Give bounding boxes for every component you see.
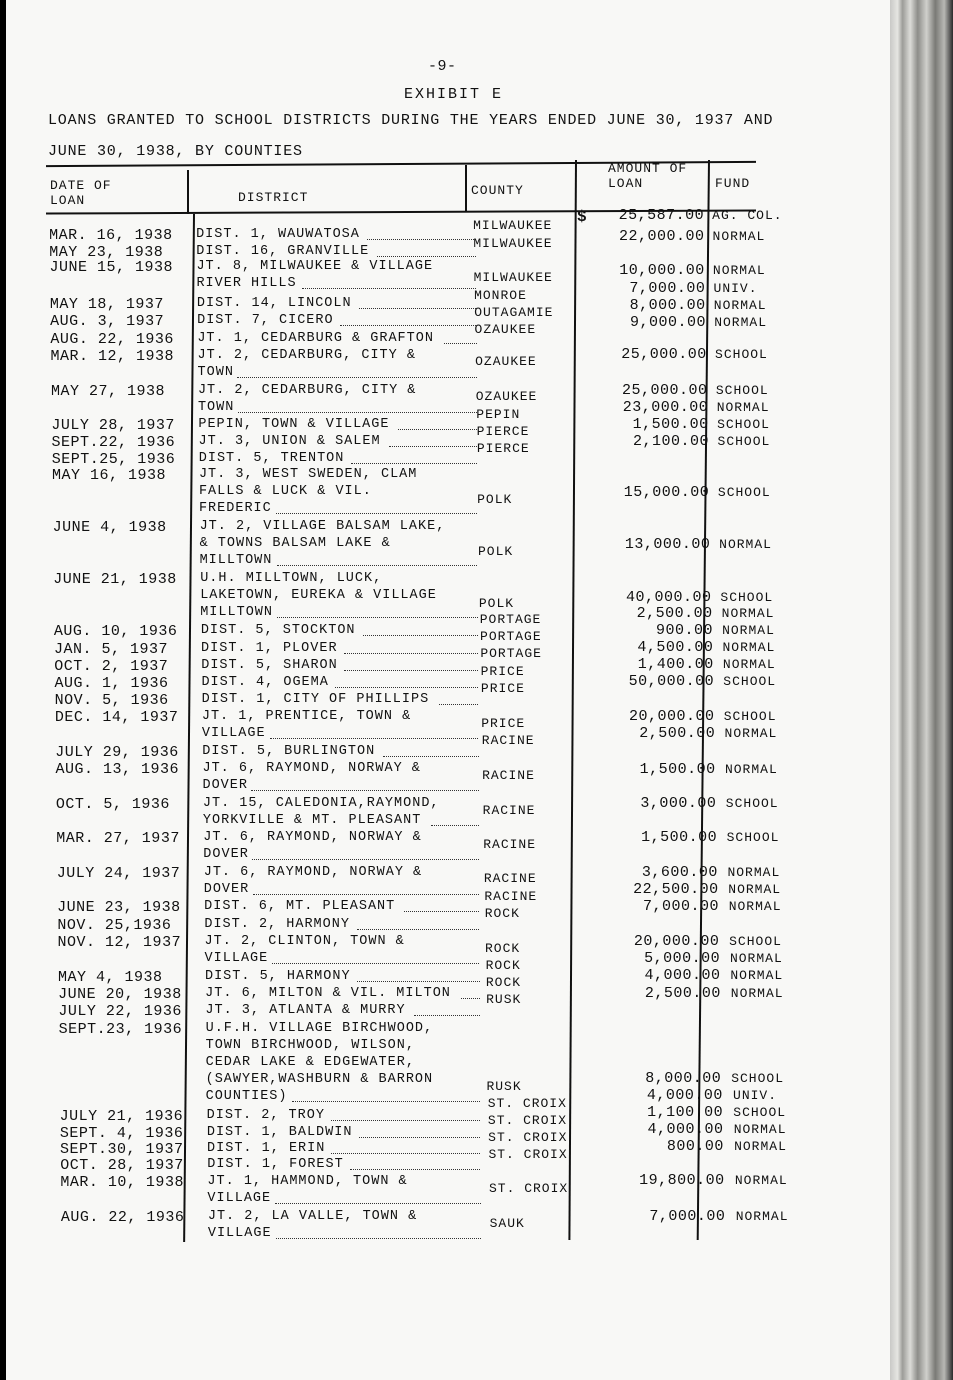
district-name: JT. 1, PRENTICE, TOWN & <box>201 709 412 724</box>
district-name: FALLS & LUCK & VIL. <box>198 484 372 499</box>
fund-type: NORMAL <box>724 726 778 741</box>
dot-leader <box>414 1015 480 1016</box>
dot-leader <box>252 859 479 860</box>
district-name: DOVER <box>202 778 248 793</box>
district-name: JT. 2, LA VALLE, TOWN & <box>207 1209 418 1224</box>
county-name: ST. CROIX <box>488 1130 568 1145</box>
loan-amount: 3,000.00 <box>640 795 717 812</box>
district-name: CEDAR LAKE & EDGEWATER, <box>205 1055 415 1070</box>
fund-type: NORMAL <box>724 762 778 777</box>
loan-amount: 13,000.00 <box>624 536 711 553</box>
district-name: JT. 6, RAYMOND, NORWAY & <box>203 830 422 845</box>
county-name: ST. CROIX <box>489 1181 569 1196</box>
county-name: PEPIN <box>476 407 521 422</box>
dot-leader <box>404 911 480 912</box>
dot-leader <box>461 998 480 999</box>
county-name: OZAUKEE <box>475 354 537 369</box>
loan-date: MAR. 16, 1938 <box>49 227 173 244</box>
county-name: RACINE <box>482 768 535 783</box>
district-name: TOWN BIRCHWOOD, WILSON, <box>205 1038 415 1053</box>
district-name: PEPIN, TOWN & VILLAGE <box>198 417 390 432</box>
loan-date: MAR. 10, 1938 <box>60 1174 184 1191</box>
loan-amount: 8,000.00 <box>629 297 706 314</box>
county-name: MILWAUKEE <box>473 218 553 233</box>
loan-date: MAY 18, 1937 <box>49 296 164 313</box>
loan-amount: 19,800.00 <box>639 1172 725 1189</box>
loan-amount: 7,000.00 <box>649 1208 726 1225</box>
header-fund: FUND <box>715 176 751 191</box>
loan-date: OCT. 2, 1937 <box>54 658 169 675</box>
dot-leader <box>340 325 476 326</box>
fund-type: SCHOOL <box>717 434 771 449</box>
header-date <box>50 178 112 208</box>
loan-date: JUNE 4, 1938 <box>52 519 167 536</box>
county-name: RACINE <box>482 803 536 818</box>
dot-leader <box>377 256 476 257</box>
county-name: RACINE <box>481 733 535 748</box>
loan-date: MAY 16, 1938 <box>51 467 166 484</box>
county-name: PORTAGE <box>480 629 542 644</box>
county-name: ST. CROIX <box>487 1096 567 1111</box>
loan-date: SEPT.25, 1936 <box>51 451 176 468</box>
table-title-line-2: JUNE 30, 1938, BY COUNTIES <box>48 143 303 160</box>
loan-amount: 1,400.00 <box>637 656 714 673</box>
district-name: VILLAGE <box>204 951 269 966</box>
loan-date: JUNE 20, 1938 <box>58 986 182 1003</box>
loan-date: MAY 27, 1938 <box>50 383 165 400</box>
county-name: ROCK <box>484 941 521 956</box>
loan-amount: 2,500.00 <box>639 725 716 742</box>
loan-date: JULY 22, 1936 <box>58 1003 182 1020</box>
district-name: DIST. 1, PLOVER <box>201 641 338 656</box>
district-name: MILLTOWN <box>199 553 273 568</box>
loan-date: NOV. 5, 1936 <box>54 692 169 709</box>
county-name: PRICE <box>481 716 526 731</box>
fund-type: NORMAL <box>721 606 775 621</box>
loan-date: MAR. 27, 1937 <box>56 830 180 847</box>
header-amount-line-1: AMOUNT OF <box>608 161 688 176</box>
loan-amount: 40,000.00 <box>626 589 712 606</box>
county-name: RACINE <box>483 837 537 852</box>
dot-leader <box>359 308 477 309</box>
fund-type: NORMAL <box>722 640 776 655</box>
header-date-line-2: LOAN <box>50 193 86 208</box>
district-name: TOWN <box>197 400 235 415</box>
loan-amount: 9,000.00 <box>629 314 706 331</box>
fund-type: NORMAL <box>734 1173 788 1188</box>
loan-date: SEPT.22, 1936 <box>51 434 176 451</box>
header-amount <box>608 161 687 191</box>
district-name: JT. 6, RAYMOND, NORWAY & <box>203 865 423 880</box>
dot-leader <box>251 790 478 791</box>
district-name: (SAWYER,WASHBURN & BARRON <box>205 1072 434 1087</box>
district-name: DIST. 1, ERIN <box>207 1141 326 1156</box>
district-name: VILLAGE <box>207 1226 272 1241</box>
loan-amount: 20,000.00 <box>629 708 715 725</box>
district-name: JT. 6, MILTON & VIL. MILTON <box>205 986 451 1001</box>
fund-type: SCHOOL <box>726 830 780 845</box>
header-district: DISTRICT <box>238 190 309 205</box>
district-name: DIST. 16, GRANVILLE <box>196 244 370 259</box>
county-name: ST. CROIX <box>487 1113 568 1128</box>
loan-date: SEPT.23, 1936 <box>58 1021 183 1038</box>
district-name: TOWN <box>197 365 234 380</box>
dot-leader <box>398 429 477 430</box>
loan-amount: 2,500.00 <box>636 605 713 622</box>
loan-amount: 7,000.00 <box>629 280 706 297</box>
district-name: JT. 3, WEST SWEDEN, CLAM <box>198 467 418 482</box>
district-name: & TOWNS BALSAM LAKE & <box>199 536 391 551</box>
dot-leader <box>444 343 477 344</box>
loan-amount: 3,600.00 <box>641 864 718 881</box>
loan-date: JULY 28, 1937 <box>51 417 175 434</box>
county-name: RUSK <box>486 992 522 1007</box>
header-county: COUNTY <box>471 183 524 198</box>
district-name: DIST. 1, WAUWATOSA <box>196 227 360 242</box>
district-name: DIST. 4, OGEMA <box>201 675 329 690</box>
loan-date: OCT. 5, 1936 <box>55 796 170 813</box>
district-name: DIST. 5, HARMONY <box>204 969 351 984</box>
loan-amount: 1,100.00 <box>647 1104 724 1121</box>
district-name: LAKETOWN, EUREKA & VILLAGE <box>200 588 437 603</box>
district-name: DIST. 7, CICERO <box>197 313 334 328</box>
county-name: SAUK <box>489 1216 525 1231</box>
district-name: DIST. 5, SHARON <box>201 658 338 673</box>
dot-leader <box>331 1153 480 1154</box>
fund-type: SCHOOL <box>715 383 769 398</box>
loan-date: OCT. 28, 1937 <box>60 1157 184 1174</box>
column-rule-date <box>187 170 189 214</box>
district-name: RIVER HILLS <box>196 276 297 291</box>
district-name: DOVER <box>203 882 250 897</box>
dot-leader <box>238 412 477 413</box>
county-name: POLK <box>478 544 514 559</box>
county-name: RACINE <box>483 871 537 886</box>
county-name: POLK <box>478 596 515 611</box>
fund-type: NORMAL <box>727 865 781 880</box>
loan-amount: 10,000.00 <box>619 262 705 279</box>
dot-leader <box>331 1120 480 1121</box>
loan-amount: 25,000.00 <box>621 346 707 363</box>
dot-leader <box>272 963 479 964</box>
loan-amount: 25,587.00 <box>618 207 705 224</box>
loan-amount: 800.00 <box>666 1138 724 1155</box>
district-name: JT. 8, MILWAUKEE & VILLAGE <box>196 259 434 274</box>
county-name: OUTAGAMIE <box>474 305 554 320</box>
loan-date: JULY 21, 1936 <box>59 1108 184 1125</box>
dot-leader <box>367 239 476 240</box>
district-name: VILLAGE <box>201 726 266 741</box>
fund-type: NORMAL <box>712 229 766 244</box>
county-name: MILWAUKEE <box>473 270 553 285</box>
dot-leader <box>292 1101 480 1102</box>
loan-amount: 5,000.00 <box>644 950 721 967</box>
fund-type: NORMAL <box>719 537 772 552</box>
district-name: MILLTOWN <box>200 605 273 620</box>
column-rule-fund <box>183 214 195 1242</box>
loan-date: DEC. 14, 1937 <box>54 709 179 726</box>
loan-date: MAY 4, 1938 <box>57 969 163 986</box>
fund-type: NORMAL <box>735 1209 789 1224</box>
loan-date: JUNE 15, 1938 <box>49 259 173 276</box>
dot-leader <box>357 929 480 930</box>
district-name: U.H. MILLTOWN, LUCK, <box>200 571 383 586</box>
dot-leader <box>277 617 477 618</box>
fund-type: NORMAL <box>734 1139 787 1154</box>
loan-amount: 4,500.00 <box>637 639 714 656</box>
fund-type: NORMAL <box>730 986 784 1001</box>
fund-type: AG. COL. <box>712 208 783 223</box>
dot-leader <box>276 1238 481 1239</box>
district-name: COUNTIES) <box>205 1089 288 1104</box>
loan-amount: 900.00 <box>656 622 714 639</box>
dot-leader <box>359 1137 480 1138</box>
fund-type: NORMAL <box>722 623 775 638</box>
loan-amount: 15,000.00 <box>623 484 710 501</box>
loan-date: MAR. 12, 1938 <box>50 348 175 365</box>
loan-date: SEPT. 4, 1936 <box>59 1125 184 1142</box>
district-name: DIST. 6, MT. PLEASANT <box>204 899 396 914</box>
district-name: DIST. 5, STOCKTON <box>200 623 356 638</box>
loan-date: JUNE 23, 1938 <box>57 899 181 916</box>
district-name: YORKVILLE & MT. PLEASANT <box>202 813 422 828</box>
county-name: MONROE <box>474 288 527 303</box>
county-name: ROCK <box>485 975 522 990</box>
header-amount-line-2: LOAN <box>608 176 644 191</box>
header-date-line-1: DATE OF <box>50 178 112 193</box>
loan-date: SEPT.30, 1937 <box>60 1141 184 1158</box>
dot-leader <box>344 670 478 671</box>
loan-date: AUG. 22, 1936 <box>50 331 174 348</box>
district-name: JT. 2, CEDARBURG, CITY & <box>197 348 416 363</box>
county-name: PORTAGE <box>479 612 542 627</box>
dot-leader <box>335 687 478 688</box>
dot-leader <box>275 1203 480 1204</box>
column-rule-district <box>465 165 467 212</box>
fund-type: NORMAL <box>729 951 783 966</box>
dot-leader <box>277 565 478 566</box>
district-name: JT. 2, CEDARBURG, CITY & <box>197 383 417 398</box>
fund-type: NORMAL <box>714 315 768 330</box>
loan-date: AUG. 13, 1936 <box>55 761 179 778</box>
loan-amount: 7,000.00 <box>643 898 720 915</box>
district-name: DIST. 5, TRENTON <box>198 451 345 466</box>
district-name: DOVER <box>203 847 249 862</box>
county-name: RACINE <box>484 889 538 904</box>
district-name: VILLAGE <box>207 1191 272 1206</box>
loan-date: AUG. 22, 1936 <box>60 1209 185 1226</box>
district-name: FREDERIC <box>198 501 272 516</box>
dot-leader <box>439 704 479 705</box>
fund-type: NORMAL <box>722 657 776 672</box>
dot-leader <box>351 463 477 464</box>
district-name: DIST. 2, TROY <box>206 1108 325 1123</box>
loan-date: NOV. 12, 1937 <box>57 934 182 951</box>
fund-type: SCHOOL <box>725 796 779 811</box>
dot-leader <box>357 981 479 982</box>
fund-type: SCHOOL <box>729 934 782 949</box>
fund-type: SCHOOL <box>715 347 768 362</box>
fund-type: SCHOOL <box>723 709 777 724</box>
county-name: PRICE <box>480 664 525 679</box>
loan-amount: 1,500.00 <box>632 416 709 433</box>
loan-amount: 50,000.00 <box>628 673 715 690</box>
fund-type: NORMAL <box>730 968 784 983</box>
dot-leader <box>302 288 476 289</box>
loan-amount: 4,000.00 <box>647 1121 724 1138</box>
district-name: JT. 15, CALEDONIA,RAYMOND, <box>202 796 440 811</box>
fund-type: UNIV. <box>733 1088 778 1103</box>
district-name: JT. 1, HAMMOND, TOWN & <box>207 1174 408 1189</box>
dot-leader <box>389 446 477 447</box>
county-name: OZAUKEE <box>474 322 537 337</box>
loan-date: AUG. 3, 1937 <box>50 313 165 330</box>
fund-type: NORMAL <box>728 882 782 897</box>
loan-amount: 4,000.00 <box>646 1087 723 1104</box>
loan-date: AUG. 10, 1936 <box>53 623 178 640</box>
dot-leader <box>350 1169 480 1170</box>
loan-amount: 23,000.00 <box>622 399 709 416</box>
district-name: JT. 2, VILLAGE BALSAM LAKE, <box>199 519 446 534</box>
loan-date: JULY 24, 1937 <box>56 865 181 882</box>
county-name: ROCK <box>484 906 520 921</box>
dot-leader <box>253 894 479 895</box>
dollar-sign: $ <box>577 208 587 226</box>
loan-date: JUNE 21, 1938 <box>53 571 177 588</box>
dot-leader <box>363 635 478 636</box>
district-name: DIST. 1, FOREST <box>207 1157 344 1172</box>
district-name: JT. 6, RAYMOND, NORWAY & <box>202 761 421 776</box>
fund-type: SCHOOL <box>731 1071 784 1086</box>
document-page <box>6 0 890 1380</box>
loan-amount: 22,000.00 <box>618 228 705 245</box>
loan-date: MAY 23, 1938 <box>49 244 164 261</box>
loan-date: JULY 29, 1936 <box>55 744 179 761</box>
loan-amount: 1,500.00 <box>641 829 718 846</box>
county-name: MILWAUKEE <box>473 236 553 251</box>
county-name: OZAUKEE <box>475 389 538 404</box>
county-name: PRICE <box>480 681 525 696</box>
county-name: PIERCE <box>476 424 530 439</box>
district-name: JT. 1, CEDARBURG & GRAFTON <box>197 331 434 346</box>
district-name: DIST. 5, BURLINGTON <box>202 744 376 759</box>
dot-leader <box>237 377 476 378</box>
district-name: DIST. 1, CITY OF PHILLIPS <box>201 692 430 707</box>
fund-type: SCHOOL <box>733 1105 787 1120</box>
dot-leader <box>431 825 479 826</box>
fund-type: UNIV. <box>713 281 758 296</box>
book-page-edge <box>890 0 953 1380</box>
fund-type: SCHOOL <box>723 674 777 689</box>
loan-amount: 22,500.00 <box>633 881 719 898</box>
district-name: U.F.H. VILLAGE BIRCHWOOD, <box>205 1021 434 1036</box>
district-name: DIST. 2, HARMONY <box>204 917 350 932</box>
county-name: POLK <box>477 492 513 507</box>
county-name: ROCK <box>485 958 521 973</box>
fund-type: NORMAL <box>733 1122 787 1137</box>
loan-amount: 4,000.00 <box>644 967 721 984</box>
loan-amount: 8,000.00 <box>645 1070 722 1087</box>
loan-date: JAN. 5, 1937 <box>54 641 169 658</box>
county-name: PORTAGE <box>480 646 542 661</box>
dot-leader <box>383 756 479 757</box>
loan-date: NOV. 25,1936 <box>57 917 172 934</box>
table-title-line-1: LOANS GRANTED TO SCHOOL DISTRICTS DURING THE YEARS ENDED JUNE 30, 1937 AND <box>48 112 774 129</box>
district-name: DIST. 14, LINCOLN <box>196 296 352 311</box>
loan-amount: 2,100.00 <box>632 433 709 450</box>
fund-type: NORMAL <box>712 263 766 278</box>
dot-leader <box>276 513 477 514</box>
fund-type: NORMAL <box>716 400 770 415</box>
fund-type: NORMAL <box>713 298 767 313</box>
fund-type: SCHOOL <box>720 590 774 605</box>
fund-type: NORMAL <box>728 899 782 914</box>
county-name: ST. CROIX <box>488 1147 568 1162</box>
exhibit-title: EXHIBIT E <box>404 86 504 103</box>
loan-amount: 25,000.00 <box>621 382 708 399</box>
loan-date: AUG. 1, 1936 <box>54 675 169 692</box>
page-number: -9- <box>428 58 457 75</box>
loan-amount: 2,500.00 <box>644 985 721 1002</box>
district-name: JT. 3, ATLANTA & MURRY <box>205 1003 406 1018</box>
loan-amount: 1,500.00 <box>639 761 716 778</box>
fund-type: SCHOOL <box>717 417 770 432</box>
district-name: JT. 3, UNION & SALEM <box>198 434 381 449</box>
dot-leader <box>344 653 478 654</box>
dot-leader <box>270 738 479 739</box>
county-name: RUSK <box>486 1079 522 1094</box>
district-name: DIST. 1, BALDWIN <box>206 1125 353 1140</box>
district-name: JT. 2, CLINTON, TOWN & <box>204 934 405 949</box>
loan-amount: 20,000.00 <box>633 933 720 950</box>
county-name: PIERCE <box>476 441 530 456</box>
fund-type: SCHOOL <box>717 485 771 500</box>
